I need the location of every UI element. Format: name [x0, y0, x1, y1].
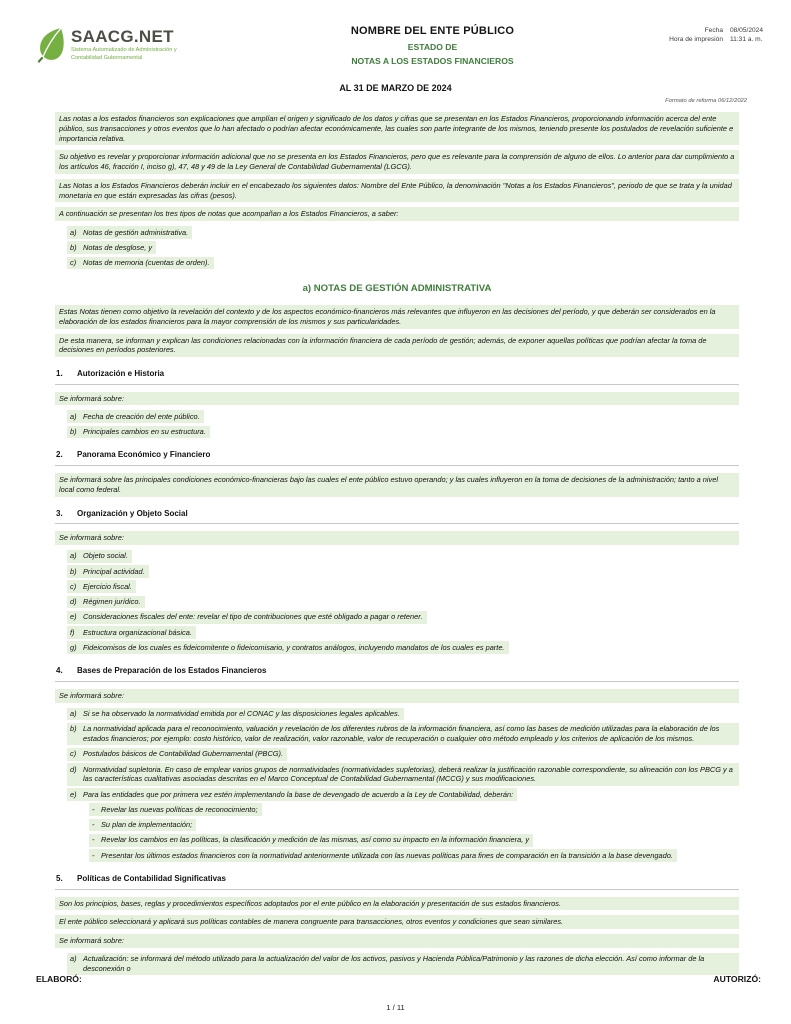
item-marker: d) — [70, 764, 77, 774]
item-marker: - — [92, 835, 95, 845]
logo-tagline-line2: Contabilidad Gubernamental — [71, 54, 143, 61]
document-footer — [0, 974, 791, 1024]
item-marker: a) — [70, 227, 77, 237]
list-item — [67, 226, 192, 239]
item-text: Fideicomisos de los cuales es fideicomitente o fideicomisario, y contratos análogos, incluyendo mandatos de los cuales es parte. — [83, 642, 505, 652]
item-text: Fecha de creación del ente público. — [83, 411, 200, 421]
item-text: Revelar los cambios en las políticas, la clasificación y medición de las mismas, así como su impacto en la información financiera, y — [101, 835, 530, 845]
section-number: 2. — [56, 450, 63, 460]
list-item — [67, 257, 214, 270]
item-marker: g) — [70, 642, 77, 652]
item-text: Notas de desglose, y — [83, 242, 153, 252]
item-text: Principales cambios en su estructura. — [83, 427, 206, 437]
list-item — [67, 626, 196, 639]
item-text: Consideraciones fiscales del ente: revelar el tipo de contribuciones que esté obligado a pagar o retener. — [83, 612, 423, 622]
intro-paragraph-2: Su objetivo es revelar y proporcionar información adicional que no se presenta en los Estados Financieros, pero que es relevante para la comprensión de alguno de ellos. Lo anterior para dar cumplimiento a los artículos 46, fracción I, inciso g), 47, 48 y 49 de la Ley General de Contabilidad Gubernamental (LGCG). — [55, 150, 739, 174]
saacg-logo — [36, 25, 254, 63]
section-number: 3. — [56, 508, 63, 518]
item-text: Notas de gestión administrativa. — [83, 227, 189, 237]
item-text: Revelar las nuevas políticas de reconocimiento; — [101, 804, 258, 814]
item-text: Objeto social. — [83, 551, 128, 561]
item-text: Si se ha observado la normatividad emitida por el CONAC y las disposiciones legales aplicables. — [83, 709, 400, 719]
item-marker: - — [92, 820, 95, 830]
autorizo-label: AUTORIZÓ: — [713, 974, 761, 984]
section-title: Autorización e Historia — [77, 369, 165, 379]
section-5-paragraph-2: El ente público seleccionará y aplicará sus políticas contables de manera congruente para transacciones, otros eventos y condiciones que sean similares. — [55, 915, 739, 929]
section-2-heading — [55, 450, 739, 466]
doc-title: NOTAS A LOS ESTADOS FINANCIEROS — [351, 56, 514, 66]
sub-list-item — [89, 803, 262, 816]
logo-text — [71, 25, 177, 63]
item-marker: b) — [70, 724, 77, 734]
intro-paragraph-4: A continuación se presentan los tres tipos de notas que acompañan a los Estados Financieros, a saber: — [55, 207, 739, 221]
admin-notes-paragraph-2: De esta manera, se informan y explican las condiciones relacionadas con la información financiera de cada período de gestión; además, de exponer aquellas políticas que podrían afectar la toma de decisiones en períodos posteriores. — [55, 334, 739, 358]
list-item — [67, 565, 149, 578]
print-meta — [611, 25, 763, 43]
item-text: Su plan de implementación; — [101, 820, 193, 830]
list-item — [67, 426, 210, 439]
document-title-block — [254, 25, 611, 66]
section-5-intro: Se informará sobre: — [55, 934, 739, 948]
intro-paragraph-3: Las Notas a los Estados Financieros deberán incluir en el encabezado los siguientes datos: Nombre del Ente Público, la denominación "Notas a los Estados Financieros", periodo de que se trata y la unidad monetaria en que están expresadas las cifras (pesos). — [55, 179, 739, 203]
section-number: 4. — [56, 666, 63, 676]
item-marker: b) — [70, 566, 77, 576]
section-number: 1. — [56, 369, 63, 379]
section-title: Organización y Objeto Social — [77, 508, 188, 518]
section-title: Políticas de Contabilidad Significativas — [77, 873, 226, 883]
item-marker: c) — [70, 258, 77, 268]
section-1-heading — [55, 369, 739, 385]
list-item — [67, 641, 509, 654]
intro-paragraph-1: Las notas a los estados financieros son explicaciones que amplían el origen y significado de los datos y cifras que se presentan en los Estados Financieros, proporcionando información acerca del ente público, sus transacciones y otros eventos que lo han afectado o podrían afectar económicamente, las cuales son parte integrante de los mismos, teniendo presente los postulados de revelación suficiente e importancia relativa. — [55, 112, 739, 145]
section-4-intro: Se informará sobre: — [55, 689, 739, 703]
item-marker: e) — [70, 789, 77, 799]
item-text: Principal actividad. — [83, 566, 145, 576]
item-marker: - — [92, 850, 95, 860]
entity-name: NOMBRE DEL ENTE PÚBLICO — [350, 25, 515, 37]
list-item — [67, 763, 739, 786]
item-marker: a) — [70, 954, 77, 964]
item-marker: c) — [70, 749, 77, 759]
item-marker: b) — [70, 427, 77, 437]
item-text: Notas de memoria (cuentas de orden). — [83, 258, 210, 268]
item-marker: - — [92, 804, 95, 814]
item-text: Actualización: se informará del método utilizado para la actualización del valor de los activos, pasivos y Hacienda Pública/Patrimonio y las razones de dicha elección. Así como informar de la desconexión o — [83, 954, 705, 974]
document-body — [0, 104, 791, 975]
item-text: Para las entidades que por primera vez estén implementando la base de devengado de acuerdo a la Ley de Contabilidad, deberán: — [83, 789, 514, 799]
section-3-intro: Se informará sobre: — [55, 531, 739, 545]
section-number: 5. — [56, 873, 63, 883]
list-item — [67, 241, 156, 254]
item-marker: c) — [70, 581, 77, 591]
admin-notes-title: a) NOTAS DE GESTIÓN ADMINISTRATIVA — [302, 283, 492, 295]
logo-title: SAACG.NET — [71, 27, 174, 46]
item-text: Normatividad supletoria. En caso de emplear varios grupos de normatividades (normatividades supletorias), deberá realizar la justificación razonable correspondiente, su alineación con los PBCG y a las características cualitativas asociadas descritas en el Marco Conceptual de Contabilidad Gubernamental (MCCG) y sus modificaciones. — [83, 764, 733, 784]
list-item — [67, 611, 427, 624]
date-label: Fecha — [704, 27, 723, 34]
leaf-icon — [36, 25, 66, 63]
list-item — [67, 708, 404, 721]
section-4-heading — [55, 666, 739, 682]
list-item — [67, 580, 136, 593]
section-5-heading — [55, 874, 739, 890]
section-title: Panorama Económico y Financiero — [77, 450, 211, 460]
section-3-heading — [55, 509, 739, 525]
item-marker: d) — [70, 597, 77, 607]
item-text: Presentar los últimos estados financieros con la normatividad anteriormente utilizada con las nuevas políticas para fines de comparación en la transición a la base devengado. — [101, 850, 673, 860]
item-marker: f) — [70, 627, 75, 637]
list-item — [67, 410, 204, 423]
section-title: Bases de Preparación de los Estados Financieros — [77, 666, 267, 676]
list-item — [67, 748, 287, 761]
list-item — [67, 953, 739, 976]
item-text: La normatividad aplicada para el reconocimiento, valuación y revelación de los diferentes rubros de la información financiera, así como las bases de medición utilizadas para la elaboración de los estados financieros; por ejemplo: costo histórico, valor de realización, valor razonable, valor de recuperación o cualquier otro método empleado y los criterios de aplicación de los mismos. — [83, 724, 720, 744]
list-item — [67, 723, 739, 746]
period-title: AL 31 DE MARZO DE 2024 — [339, 83, 452, 93]
logo-tagline-line1: Sistema Automatizado de Administración y — [71, 47, 177, 53]
list-item — [67, 788, 517, 801]
list-item — [67, 596, 145, 609]
item-text: Estructura organizacional básica. — [83, 627, 192, 637]
elaboro-label: ELABORÓ: — [36, 974, 82, 984]
item-marker: a) — [70, 709, 77, 719]
item-marker: a) — [70, 551, 77, 561]
print-time-value: 11:31 a. m. — [729, 36, 763, 43]
print-time-label: Hora de impresión — [669, 36, 723, 43]
item-marker: e) — [70, 612, 77, 622]
section-1-intro: Se informará sobre: — [55, 392, 739, 406]
item-marker: a) — [70, 411, 77, 421]
date-value: 08/05/2024 — [729, 27, 763, 34]
sub-list-item — [89, 834, 533, 847]
admin-notes-paragraph-1: Estas Notas tienen como objetivo la revelación del contexto y de los aspectos económico-financieros más relevantes que influyeron en las decisiones del período, y que deberán ser considerados en la elaboración de los estados financieros para la mayor comprensión de los mismos y sus particularidades. — [55, 305, 739, 329]
item-text: Postulados básicos de Contabilidad Gubernamental (PBCG). — [83, 749, 284, 759]
item-text: Ejercicio fiscal. — [83, 581, 132, 591]
list-item — [67, 550, 132, 563]
item-text: Régimen jurídico. — [83, 597, 141, 607]
page-number: 1 / 11 — [386, 1003, 405, 1012]
document-header — [0, 0, 791, 66]
sub-list-item — [89, 819, 196, 832]
section-5-paragraph-1: Son los principios, bases, reglas y procedimientos específicos adoptados por el ente público en la elaboración y presentación de sus estados financieros. — [55, 897, 739, 911]
doc-type-label: ESTADO DE — [407, 42, 458, 52]
section-2-paragraph: Se informará sobre las principales condiciones económico-financieras bajo las cuales el ente público estuvo operando; y las cuales influyeron en la toma de decisiones de la administración; tanto a nivel local como federal. — [55, 473, 739, 497]
sub-list-item — [89, 849, 677, 862]
format-note: Formato de reforma 06/12/2022 — [665, 98, 747, 104]
item-marker: b) — [70, 242, 77, 252]
